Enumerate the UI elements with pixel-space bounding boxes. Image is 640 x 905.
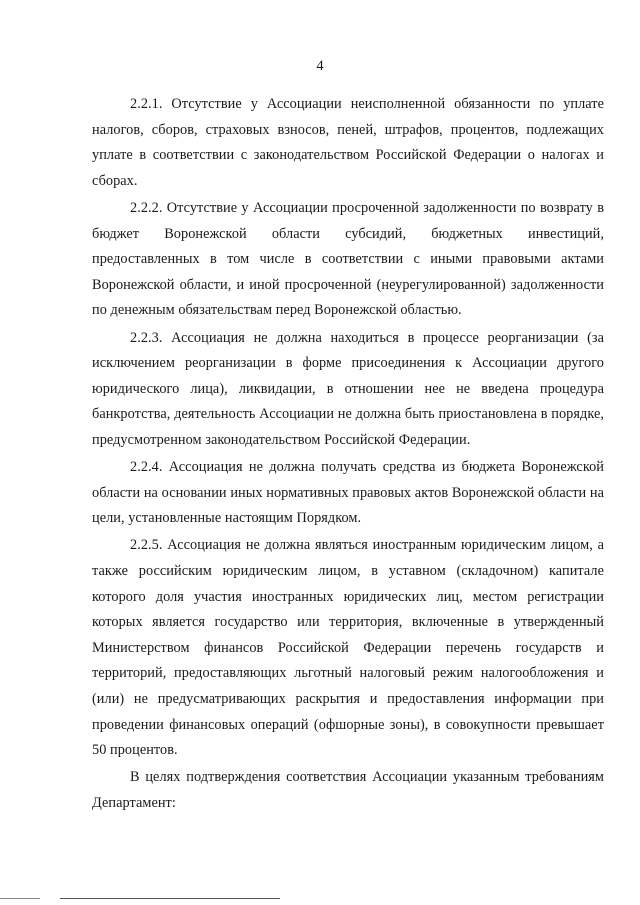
footer-rule-left [0, 898, 40, 899]
footer-rule [60, 898, 280, 899]
paragraph-2-2-2: 2.2.2. Отсутствие у Ассоциации просроченной задолженности по возврату в бюджет Воронежской области субсидий, бюджетных инвестиций, предоставленных в том числе в соответствии с иными правовыми актами Воронежской области, и иной просроченной (неурегулированной) задолженности по денежным обязательствам перед Воронежской областью. [92, 199, 604, 319]
paragraph-2-2-4: 2.2.4. Ассоциация не должна получать средства из бюджета Воронежской области на основании иных нормативных правовых актов Воронежской области на цели, установленные настоящим Порядком. [92, 459, 604, 527]
document-body [92, 92, 604, 818]
paragraph-department-intro: В целях подтверждения соответствия Ассоциации указанным требованиям Департамент: [92, 769, 604, 811]
page-number: 4 [316, 58, 324, 74]
paragraph-2-2-5: 2.2.5. Ассоциация не должна являться иностранным юридическим лицом, а также российским юридическим лицом, в уставном (складочном) капитале которого доля участия иностранных юридических лиц, местом регистрации которых является государство или территория, включенные в утвержденный Министерством финансов Российской Федерации перечень государств и территорий, предоставляющих льготный налоговый режим налогообложения и (или) не предусматривающих раскрытия и предоставления информации при проведении финансовых операций (офшорные зоны), в совокупности превышает 50 процентов. [92, 537, 604, 759]
paragraph-2-2-3: 2.2.3. Ассоциация не должна находиться в процессе реорганизации (за исключением реорганизации в форме присоединения к Ассоциации другого юридического лица), ликвидации, в отношении нее не введена процедура банкротства, деятельность Ассоциации не должна быть приостановлена в порядке, предусмотренном законодательством Российской Федерации. [92, 329, 604, 448]
paragraph-2-2-1: 2.2.1. Отсутствие у Ассоциации неисполненной обязанности по уплате налогов, сборов, страховых взносов, пеней, штрафов, процентов, подлежащих уплате в соответствии с законодательством Российской Федерации о налогах и сборах. [92, 96, 604, 189]
